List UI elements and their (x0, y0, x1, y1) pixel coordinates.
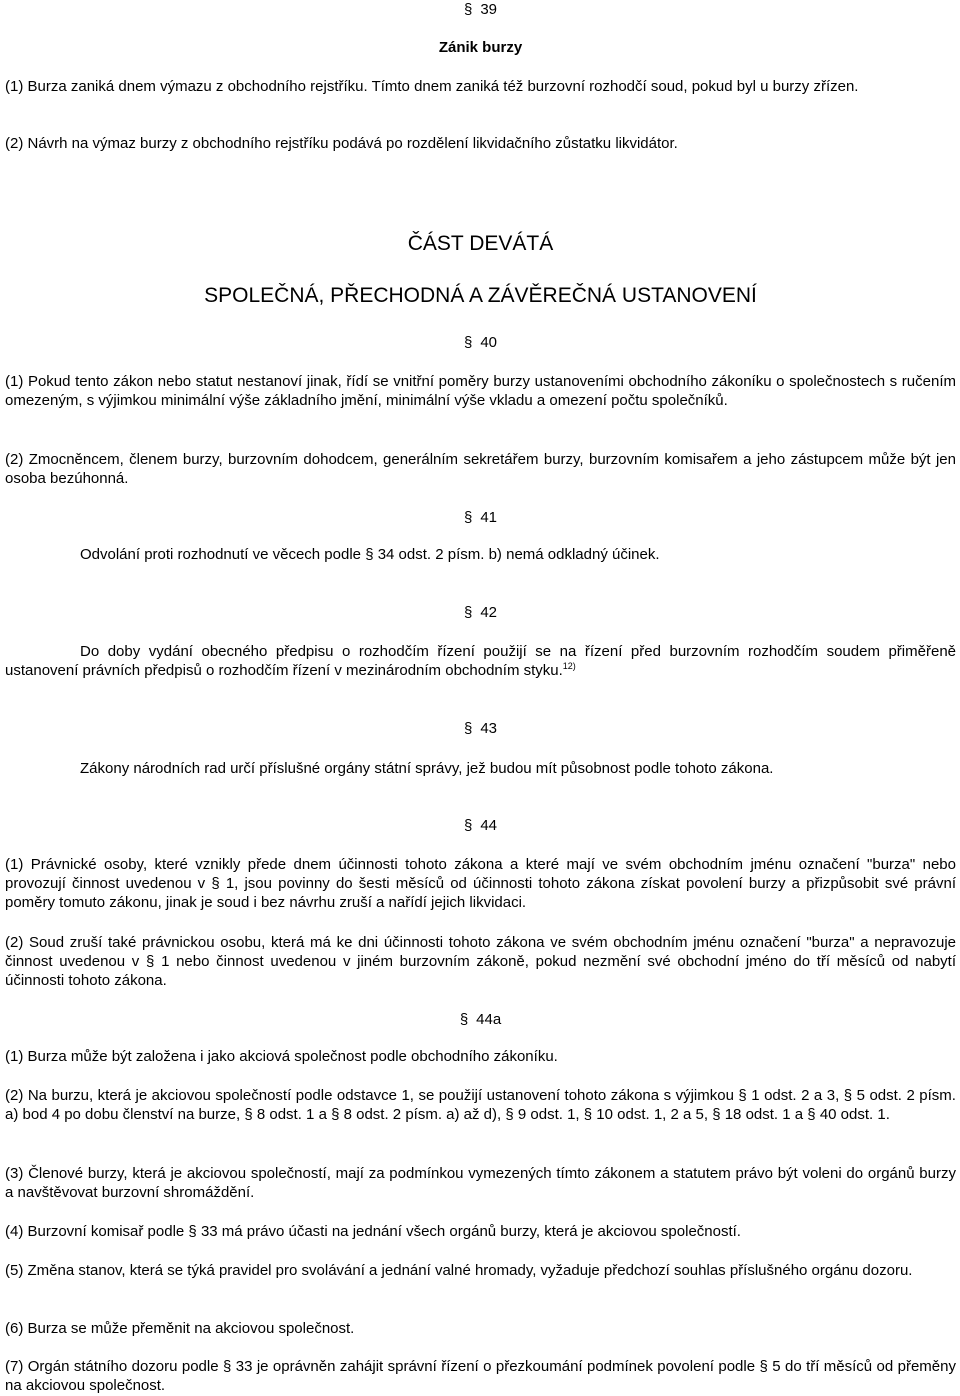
section-44-paragraph-2 (5, 933, 956, 990)
section-39-heading (5, 0, 956, 19)
text-part: (4) Burzovní komisař podle (5, 1223, 185, 1240)
text-part: 8 odst. 2 písm. a) až d), (343, 1106, 502, 1123)
section-number: 41 (480, 509, 498, 526)
section-number: 42 (480, 604, 498, 621)
section-39-paragraph-1: (1) Burza zaniká dnem výmazu z obchodního rejstříku. Tímto dnem zaniká též burzovní rozhodčí soud, pokud byl u burzy zřízen. (5, 78, 859, 95)
text-part: 33 má právo účasti na jednání všech orgánů burzy, která je akciovou společností. (200, 1223, 741, 1240)
paragraph-sign: § (365, 546, 374, 563)
section-40-paragraph-2: (2) Zmocněncem, členem burzy, burzovním dohodcem, generálním sekretářem burzy, burzovním komisařem a jeho zástupcem může být jen osoba bezúhonná. (5, 451, 956, 487)
section-39-paragraph-2: (2) Návrh na výmaz burzy z obchodního rejstříku podává po rozdělení likvidačního zůstatku likvidátor. (5, 135, 678, 152)
paragraph-sign: § (459, 1011, 469, 1028)
paragraph-sign: § (463, 817, 473, 834)
section-number: 40 (480, 334, 498, 351)
part-title: ČÁST DEVÁTÁ (407, 232, 554, 255)
text-part: Odvolání proti rozhodnutí ve věcech podle (80, 546, 362, 563)
section-44a-paragraph-7: (7) Orgán státního dozoru podle § 33 je oprávněn zahájit správní řízení o přezkoumání podmínek povolení podle § 5 do tří měsíců od přeměny na akciovou společnost. (5, 1358, 956, 1394)
footnote-ref: 12) (562, 661, 576, 671)
section-number: 39 (480, 1, 498, 18)
text-part: (2) Na burzu, která je akciovou společností podle odstavce 1, se použijí ustanovení tohoto zákona s výjimkou (5, 1087, 734, 1104)
section-43-heading (5, 719, 956, 738)
text-part: 5 odst. 2 písm. a) bod 4 po dobu členství na burze, (5, 1087, 956, 1123)
text-part: 34 odst. 2 písm. b) nemá odkladný účinek. (377, 546, 660, 563)
section-number: 44a (476, 1011, 502, 1028)
paragraph-sign: § (463, 604, 473, 621)
paragraph-sign: § (463, 509, 473, 526)
text-part: 8 odst. 1 a (256, 1106, 327, 1123)
section-39-title: Zánik burzy (438, 39, 523, 56)
text-part: 1, jsou povinny do šesti měsíců od účinnosti tohoto zákona získat povolení burzy a přizpůsobit své právní poměry tomuto zákonu, jinak je soud i bez návrhu zruší a nařídí jejich likvidaci. (5, 875, 956, 911)
section-41-heading (5, 508, 956, 527)
section-number: 43 (480, 720, 498, 737)
text-part: (7) Orgán státního dozoru podle (5, 1358, 219, 1375)
text-part: 1 nebo činnost uvedenou v jiném burzovním zákoně, pokud nezmění své obchodní jméno do tří měsíců od nabytí účinnosti tohoto zákona. (5, 953, 957, 989)
section-40-paragraph-1: (1) Pokud tento zákon nebo statut nestanoví jinak, řídí se vnitřní poměry burzy ustanoveními obchodního zákoníku o společnostech s ručením omezeným, s výjimkou minimální výše základního jmění, minimální výše vkladu a omezení počtu společníků. (5, 373, 956, 409)
text-part: 9 odst. 1, (517, 1106, 580, 1123)
text-part: 18 odst. 1 a (724, 1106, 804, 1123)
section-42-text (5, 642, 956, 680)
section-41-text (80, 545, 956, 564)
paragraph-sign: § (146, 953, 155, 970)
paragraph-sign: § (463, 1, 473, 18)
text-part: Do doby vydání obecného předpisu o rozhodčím řízení použijí se na řízení před burzovním rozhodčím soudem přiměřeně ustanovení právních předpisů o rozhodčím řízení v mezinárodním obchodním styku. (5, 643, 956, 679)
text-part: (2) Soud zruší také právnickou osobu, která má ke dni účinnosti tohoto zákona ve svém obchodním jménu označení "burza" a nepravozuje činnost uvedenou v (5, 934, 956, 970)
text-part: 40 odst. 1. (819, 1106, 890, 1123)
section-44a-paragraph-1: (1) Burza může být založena i jako akciová společnost podle obchodního zákoníku. (5, 1048, 558, 1065)
section-40-heading (5, 333, 956, 352)
section-44a-paragraph-3: (3) Členové burzy, která je akciovou společností, mají za podmínkou vymezených tímto zákonem a statutem právo být voleni do orgánů burzy a navštěvovat burzovní shromáždění. (5, 1165, 956, 1201)
section-44-heading (5, 816, 956, 835)
section-43-text: Zákony národních rad určí příslušné orgány státní správy, jež budou mít působnost podle tohoto zákona. (80, 760, 774, 777)
section-44a-paragraph-6: (6) Burza se může přeměnit na akciovou společnost. (5, 1320, 355, 1337)
part-subtitle: SPOLEČNÁ, PŘECHODNÁ A ZÁVĚREČNÁ USTANOVENÍ (204, 284, 757, 307)
section-44a-paragraph-2: (2) Na burzu, která je akciovou společností podle odstavce 1, se použijí ustanovení tohoto zákona s výjimkou § 1 odst. 2 a 3, § 5 odst. 2 písm. a) bod 4 po dobu členství na burze, § 8 odst. 1 a § 8 odst. 2 písm. a) až d), § 9 odst. 1, § 10 odst. 1, 2 a 5, § 18 odst. 1 a § 40 odst. 1. (5, 1087, 956, 1123)
paragraph-sign: § (463, 720, 473, 737)
text-part: (1) Právnické osoby, které vznikly přede dnem účinnosti tohoto zákona a které mají ve svém obchodním jménu označení "burza" nebo provozují činnost uvedenou v (5, 856, 956, 892)
section-44a-paragraph-4: (4) Burzovní komisař podle § 33 má právo účasti na jednání všech orgánů burzy, která je akciovou společností. (5, 1223, 741, 1240)
paragraph-sign: § (211, 875, 220, 892)
paragraph-sign: § (463, 334, 473, 351)
section-44a-heading (5, 1010, 956, 1029)
section-44a-paragraph-5: (5) Změna stanov, která se týká pravidel pro svolávání a jednání valné hromady, vyžaduje předchozí souhlas příslušného orgánu dozoru. (5, 1262, 913, 1279)
text-part: 33 je oprávněn zahájit správní řízení o přezkoumání podmínek povolení podle (235, 1358, 756, 1375)
section-44-paragraph-1 (5, 855, 956, 912)
text-part: 10 odst. 1, 2 a 5, (596, 1106, 709, 1123)
text-part: 1 odst. 2 a 3, (751, 1087, 840, 1104)
section-number: 44 (480, 817, 498, 834)
section-42-heading (5, 603, 956, 622)
text-part: 5 do tří měsíců od přeměny na akciovou společnost. (5, 1358, 956, 1394)
